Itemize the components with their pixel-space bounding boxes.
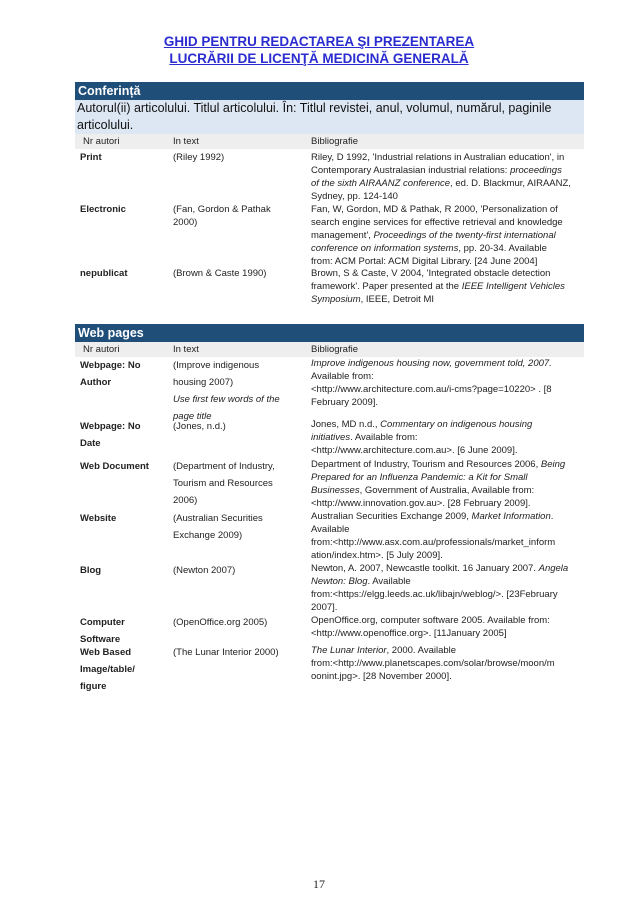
row-bibliography: Australian Securities Exchange 2009, Market Information. Available from:<http://www.asx.com.au/professionals/market_inform ation/index.htm>. [5 July 2009]. — [311, 511, 556, 561]
conference-section-title: Conferință — [75, 82, 584, 100]
row-intext: (Improve indigenous housing 2007) Use first few words of the page title — [173, 360, 280, 422]
row-intext: (OpenOffice.org 2005) — [173, 617, 268, 628]
row-intext: (Jones, n.d.) — [173, 421, 226, 432]
conference-format-line2: articolului. — [77, 118, 134, 132]
row-intext: (Australian Securities Exchange 2009) — [173, 513, 263, 541]
col-bibliografie: Bibliografie — [311, 344, 358, 355]
row-intext: (Fan, Gordon & Pathak 2000) — [173, 204, 271, 228]
row-intext: (Brown & Caste 1990) — [173, 268, 267, 279]
col-nr-autori: Nr autori — [83, 136, 120, 147]
row-bibliography: Department of Industry, Tourism and Resources 2006, Being Prepared for an Influenza Pandemic: a Kit for Small Businesses, Government of Australia, Available from: <http://www.innovation.gov.au>. [28 February 2009]. — [311, 459, 566, 509]
row-intext: (The Lunar Interior 2000) — [173, 647, 279, 658]
col-in-text: In text — [173, 136, 199, 147]
row-bibliography: Improve indigenous housing now, government told, 2007. Available from: <http://www.architecture.com.au/i-cms?page=10220> . [8 February 2009]. — [311, 358, 552, 408]
row-type: Print — [80, 152, 102, 163]
row-type: Web Document — [80, 461, 149, 472]
row-bibliography: The Lunar Interior, 2000. Available from:<http://www.planetscapes.com/solar/browse/moon/m oonint.jpg>. [28 November 2000]. — [311, 645, 555, 682]
page-number: 17 — [313, 877, 325, 891]
row-type: Webpage: No Date — [80, 421, 141, 449]
row-bibliography: Fan, W, Gordon, MD & Pathak, R 2000, 'Personalization of search engine services for effective retrieval and knowledge management', Proceedings of the twenty-first international conference on information systems, pp. 20-34. Available from: ACM Portal: ACM Digital Library. [24 June 2004] — [311, 204, 563, 267]
row-intext: (Newton 2007) — [173, 565, 236, 576]
col-in-text: In text — [173, 344, 199, 355]
conference-format — [75, 100, 584, 134]
row-bibliography: Riley, D 1992, 'Industrial relations in Australian education', in Contemporary Australasian industrial relations: proceedings of the sixth AIRAANZ conference, ed. D. Blackmur, AIRAANZ, Sydney, pp. 124-140 — [311, 152, 571, 202]
row-bibliography: Newton, A. 2007, Newcastle toolkit. 16 January 2007. Angela Newton: Blog. Available from:<https://elgg.leeds.ac.uk/libajn/weblog/>. [23February 2007]. — [311, 563, 569, 613]
row-bibliography: OpenOffice.org, computer software 2005. Available from: <http://www.openoffice.org>. [11January 2005] — [311, 615, 550, 639]
webpages-section-title: Web pages — [75, 324, 584, 342]
col-bibliografie: Bibliografie — [311, 136, 358, 147]
row-type: Website — [80, 513, 117, 524]
row-type: Computer Software — [80, 617, 125, 645]
row-type: Electronic — [80, 204, 126, 215]
col-nr-autori: Nr autori — [83, 344, 120, 355]
row-intext: (Riley 1992) — [173, 152, 225, 163]
conference-format-line1: Autorul(ii) articolului. Titlul articolului. În: Titlul revistei, anul, volumul, numărul, paginile — [77, 101, 552, 115]
header-title-line2: LUCRĂRII DE LICENŢĂ MEDICINĂ GENERALĂ — [169, 51, 469, 66]
conference-column-header — [75, 134, 584, 149]
webpages-column-header — [75, 342, 584, 357]
header-title-line1: GHID PENTRU REDACTAREA ŞI PREZENTAREA — [163, 34, 475, 49]
row-bibliography: Jones, MD n.d., Commentary on indigenous housing initiatives. Available from: <http://www.architecture.com.au>. [6 June 2009]. — [311, 419, 533, 456]
row-type: Webpage: No Author — [80, 360, 141, 388]
row-type: Web Based Image/table/ figure — [80, 647, 135, 692]
row-bibliography: Brown, S & Caste, V 2004, 'Integrated obstacle detection framework'. Paper presented at the IEEE Intelligent Vehicles Symposium, IEEE, Detroit MI — [311, 268, 565, 305]
row-type: nepublicat — [80, 268, 128, 279]
row-intext: (Department of Industry, Tourism and Resources 2006) — [173, 461, 275, 506]
row-type: Blog — [80, 565, 102, 576]
